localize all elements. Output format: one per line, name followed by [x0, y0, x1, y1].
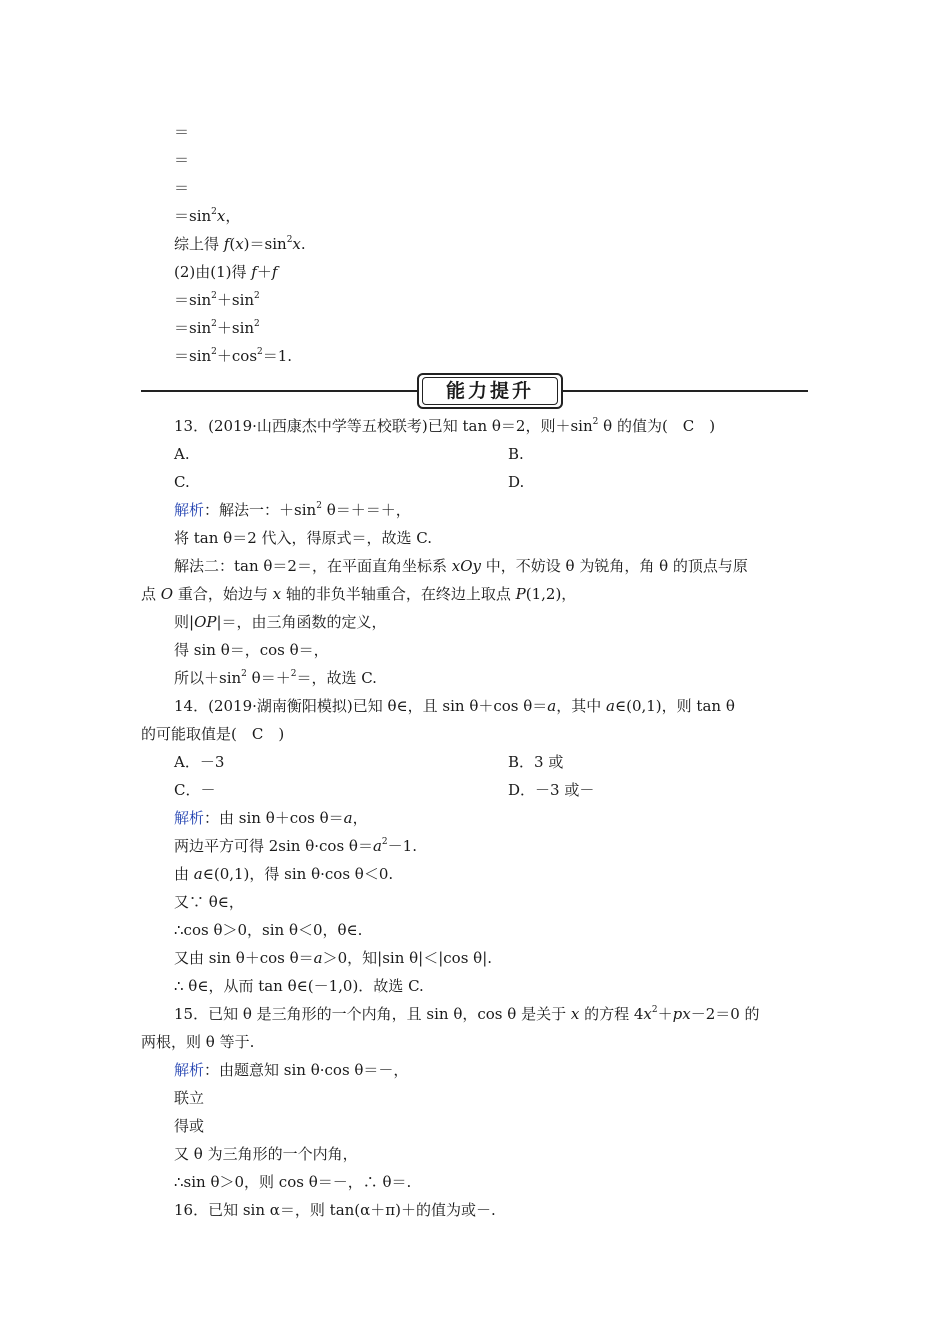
equation-line: ＝ [174, 179, 190, 197]
equation-line: ＝ [174, 123, 190, 141]
solution-line: ∴sin θ＞0，则 cos θ＝－，∴ θ＝. [174, 1173, 412, 1191]
equation-line: $=\sin^2x$， [174, 207, 241, 225]
solution-line: 将 tan θ＝2 代入，得原式＝，故选 C. [174, 529, 432, 547]
solution-line: 两边平方可得 2sin θ·cos $\theta=a^2-1$. [174, 837, 417, 855]
solution-line: 得或 [174, 1117, 205, 1135]
option-c: C. [174, 473, 190, 491]
solution-line: 又由 sin θ＋cos θ＝a＞0，知|sin θ|＜|cos θ|. [174, 949, 493, 967]
solution-line: 解析：解法一：$+\sin^2$ θ＝＋＝＋， [174, 501, 411, 519]
analysis-label: 解析 [174, 1061, 205, 1079]
solution-line: ∴ θ∈，从而 tan θ∈(－1,0)．故选 C. [174, 977, 424, 995]
section-rule-left [141, 390, 417, 392]
equation-line: $=\sin^2+\cos^2=1$. [174, 347, 293, 365]
option-a: A. [174, 445, 190, 463]
option-d: D. [508, 473, 525, 491]
option-b: B. [508, 445, 524, 463]
analysis-label: 解析 [174, 501, 205, 519]
question-15-stem-cont: 两根，则 θ 等于. [141, 1033, 255, 1051]
option-b: B．3 或 [508, 753, 564, 771]
option-a: A．－3 [174, 753, 225, 771]
solution-line: 解析：由题意知 sin θ·cos θ＝－， [174, 1061, 409, 1079]
section-banner [417, 373, 563, 409]
equation-line: ＝ [174, 151, 190, 169]
part2-line: (2)由(1)得 f＋f [174, 263, 278, 281]
option-d: D．－3 或－ [508, 781, 595, 799]
solution-line: 解法二：tan θ＝2＝，在平面直角坐标系 xOy 中，不妨设 θ 为锐角，角 θ 的顶点与原 [174, 557, 748, 575]
equation-line: $=\sin^2+\sin^2$ [174, 319, 260, 337]
question-14-stem-cont: 的可能取值是( C ) [141, 725, 285, 743]
solution-line: 则|OP|＝，由三角函数的定义， [174, 613, 387, 631]
solution-line: 点 O 重合，始边与 x 轴的非负半轴重合，在终边上取点 P(1,2)， [141, 585, 577, 603]
solution-line: 所以$+\sin^2$ θ＝＋$^2$＝，故选 C. [174, 669, 377, 687]
section-title: 能力提升 [445, 380, 534, 402]
solution-line: 又 θ 为三角形的一个内角， [174, 1145, 358, 1163]
analysis-label: 解析 [174, 809, 205, 827]
solution-line: 又∵ θ∈， [174, 893, 244, 911]
solution-line: 得 sin θ＝，cos θ＝， [174, 641, 329, 659]
conclusion-line: 综上得 $f(x)=\sin^2x$. [174, 235, 306, 253]
equation-line: $=\sin^2+\sin^2$ [174, 291, 260, 309]
solution-line: 由 a∈(0,1)，得 sin θ·cos θ＜0. [174, 865, 394, 883]
option-c: C．－ [174, 781, 216, 799]
solution-line: 解析：由 sin θ＋cos θ＝a， [174, 809, 368, 827]
section-rule-right [563, 390, 808, 392]
question-14-stem: 14．(2019·湖南衡阳模拟)已知 θ∈，且 sin θ＋cos θ＝a，其中 a∈(0,1)，则 tan θ [174, 697, 735, 715]
solution-line: ∴cos θ＞0，sin θ＜0，θ∈. [174, 921, 363, 939]
question-13-stem: 13．(2019·山西康杰中学等五校联考)已知 tan θ＝2，则$+\sin^2$ θ 的值为( C ) [174, 417, 716, 435]
question-16-stem: 16．已知 sin α＝，则 tan(α＋π)＋的值为或－. [174, 1201, 496, 1219]
solution-line: 联立 [174, 1089, 205, 1107]
question-15-stem: 15．已知 θ 是三角形的一个内角，且 sin θ，cos θ 是关于 x 的方程 $4x^2+px-2=0$ 的 [174, 1005, 760, 1023]
